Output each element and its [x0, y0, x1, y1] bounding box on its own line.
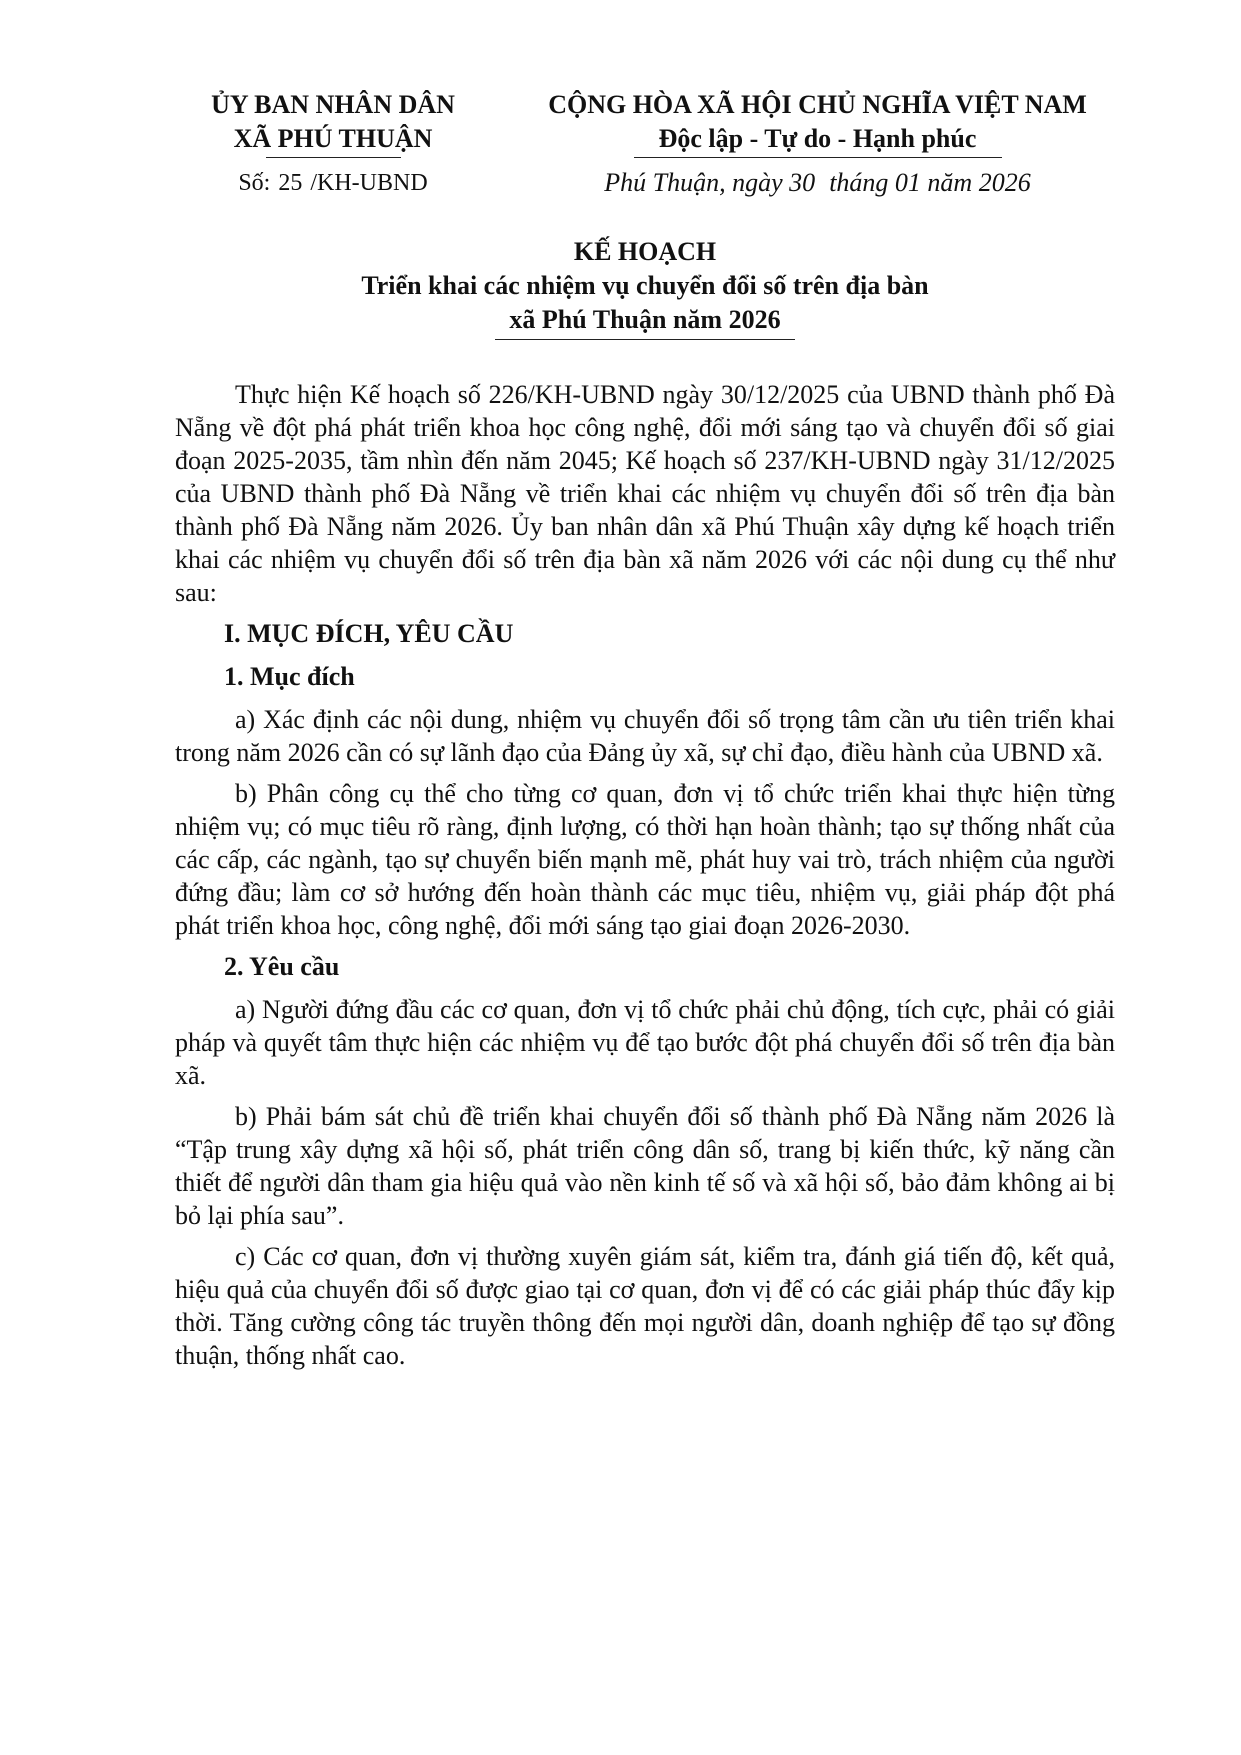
document-number-suffix: /KH-UBND — [310, 170, 428, 196]
subsection-heading-requirements: 2. Yêu cầu — [224, 952, 340, 981]
document-number-value: 25 — [278, 170, 303, 196]
document-date-part2: tháng 01 năm 2026 — [829, 168, 1031, 197]
requirement-item-a: a) Người đứng đầu các cơ quan, đơn vị tổ chức phải chủ động, tích cực, phải có giải pháp và quyết tâm thực hiện các nhiệm vụ để tạo bước đột phá chuyển đổi số trên địa bàn xã. — [175, 995, 1115, 1090]
document-date — [525, 168, 1110, 198]
document-subject-line1: Triển khai các nhiệm vụ chuyển đổi số trên địa bàn — [361, 271, 929, 300]
section-heading-1: I. MỤC ĐÍCH, YÊU CẦU — [224, 619, 514, 648]
document-date-part1: Phú Thuận, ngày 30 — [604, 168, 816, 197]
requirement-item-b: b) Phải bám sát chủ đề triển khai chuyển đổi số thành phố Đà Nẵng năm 2026 là “Tập trung xây dựng xã hội số, phát triển công dân số, trang bị kiến thức, kỹ năng cần thiết để người dân tham gia hiệu quả vào nền kinh tế số và xã hội số, bảo đảm không ai bị bỏ lại phía sau”. — [175, 1102, 1115, 1230]
document-body — [175, 378, 1115, 1380]
document-number — [183, 168, 483, 198]
issuing-authority-block — [183, 88, 483, 198]
document-title-block — [175, 235, 1115, 340]
national-motto-block — [525, 88, 1110, 198]
purpose-item-b: b) Phân công cụ thể cho từng cơ quan, đơn vị tổ chức triển khai thực hiện từng nhiệm vụ; có mục tiêu rõ ràng, định lượng, có thời hạn hoàn thành; tạo sự thống nhất của các cấp, các ngành, tạo sự chuyển biến mạnh mẽ, phát huy vai trò, trách nhiệm của người đứng đầu; làm cơ sở hướng đến hoàn thành các mục tiêu, nhiệm vụ, giải pháp đột phá phát triển khoa học, công nghệ, đổi mới sáng tạo giai đoạn 2026-2030. — [175, 779, 1115, 940]
requirement-item-c: c) Các cơ quan, đơn vị thường xuyên giám sát, kiểm tra, đánh giá tiến độ, kết quả, hiệu quả của chuyển đổi số được giao tại cơ quan, đơn vị để có các giải pháp thúc đẩy kịp thời. Tăng cường công tác truyền thông đến mọi người dân, doanh nghiệp để tạo sự đồng thuận, thống nhất cao. — [175, 1242, 1115, 1370]
document-subject-line2: xã Phú Thuận năm 2026 — [509, 305, 781, 334]
document-number-prefix: Số: — [238, 170, 271, 196]
motto-underline — [634, 157, 1002, 158]
authority-name-line1: ỦY BAN NHÂN DÂN — [211, 90, 455, 119]
motto: Độc lập - Tự do - Hạnh phúc — [658, 124, 977, 153]
country-name: CỘNG HÒA XÃ HỘI CHỦ NGHĨA VIỆT NAM — [548, 90, 1087, 119]
title-underline — [495, 339, 795, 340]
subsection-heading-purpose: 1. Mục đích — [224, 662, 355, 691]
document-type-title: KẾ HOẠCH — [573, 237, 717, 266]
authority-name-line2: XÃ PHÚ THUẬN — [233, 124, 433, 153]
intro-paragraph: Thực hiện Kế hoạch số 226/KH-UBND ngày 30/12/2025 của UBND thành phố Đà Nẵng về đột phá phát triển khoa học công nghệ, đổi mới sáng tạo và chuyển đổi số giai đoạn 2025-2035, tầm nhìn đến năm 2045; Kế hoạch số 237/KH-UBND ngày 31/12/2025 của UBND thành phố Đà Nẵng về triển khai các nhiệm vụ chuyển đổi số trên địa bàn thành phố Đà Nẵng năm 2026. Ủy ban nhân dân xã Phú Thuận xây dựng kế hoạch triển khai các nhiệm vụ chuyển đổi số trên địa bàn xã năm 2026 với các nội dung cụ thể như sau: — [175, 380, 1115, 607]
purpose-item-a: a) Xác định các nội dung, nhiệm vụ chuyển đổi số trọng tâm cần ưu tiên triển khai trong năm 2026 cần có sự lãnh đạo của Đảng ủy xã, sự chỉ đạo, điều hành của UBND xã. — [175, 705, 1115, 767]
authority-underline — [266, 157, 401, 158]
